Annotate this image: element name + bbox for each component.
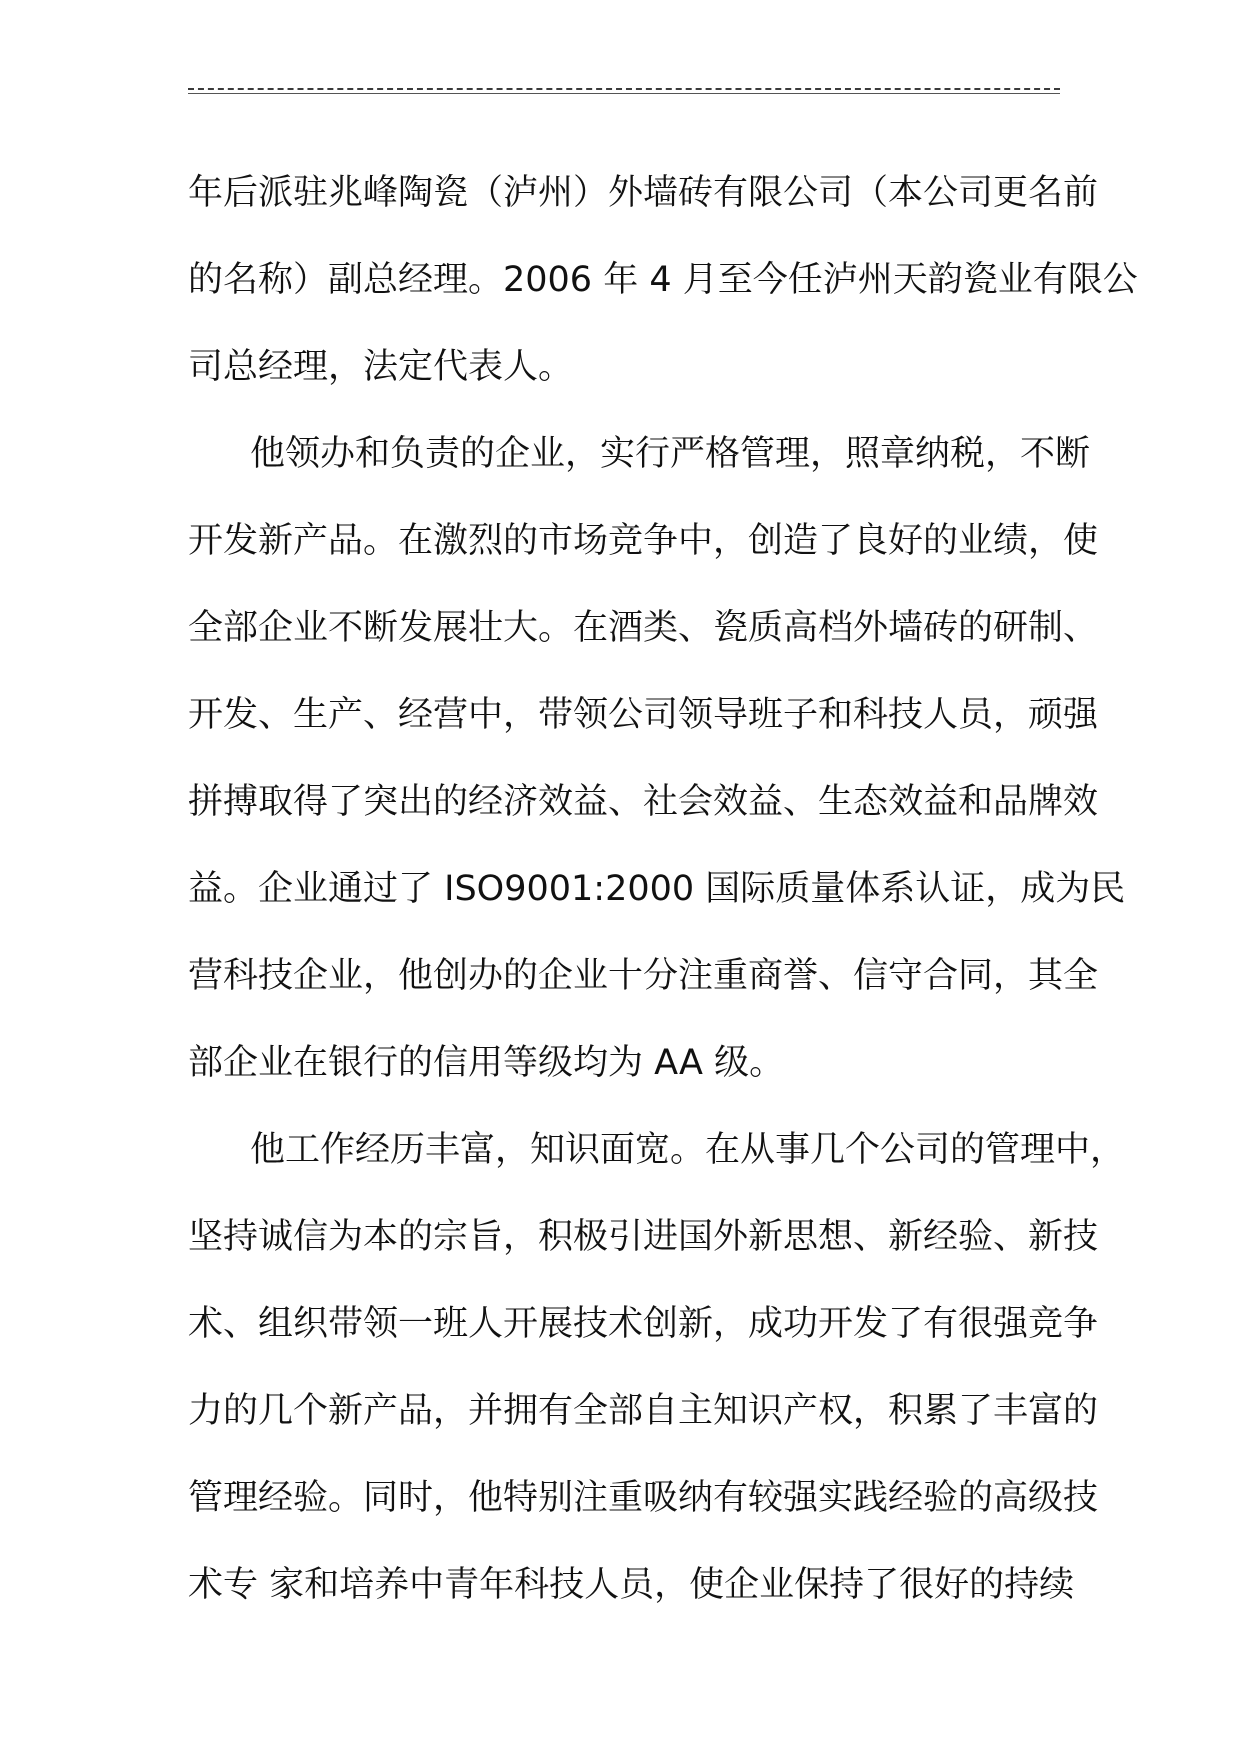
paragraph-first-line: 他工作经历丰富，知识面宽。在从事几个公司的管理中， bbox=[250, 1130, 1126, 1170]
text-line: 营科技企业，他创办的企业十分注重商誉、信守合同，其全 bbox=[188, 956, 1099, 996]
header-dashed-rule bbox=[188, 88, 1060, 90]
text-line: 术专 家和培养中青年科技人员，使企业保持了很好的持续 bbox=[188, 1565, 1075, 1605]
text-line: 术、组织带领一班人开展技术创新，成功开发了有很强竞争 bbox=[188, 1304, 1099, 1344]
document-body bbox=[188, 163, 1138, 1642]
text-line: 的名称）副总经理。2006 年 4 月至今任泸州天韵瓷业有限公 bbox=[188, 260, 1138, 300]
header-solid-rule bbox=[188, 93, 1060, 94]
text-line: 年后派驻兆峰陶瓷（泸州）外墙砖有限公司（本公司更名前 bbox=[188, 173, 1099, 213]
text-line: 益。企业通过了 ISO9001:2000 国际质量体系认证，成为民 bbox=[188, 869, 1126, 909]
text-line: 坚持诚信为本的宗旨，积极引进国外新思想、新经验、新技 bbox=[188, 1217, 1099, 1257]
text-line: 部企业在银行的信用等级均为 AA 级。 bbox=[188, 1043, 785, 1083]
text-line: 开发新产品。在激烈的市场竞争中，创造了良好的业绩，使 bbox=[188, 521, 1099, 561]
text-line: 管理经验。同时，他特别注重吸纳有较强实践经验的高级技 bbox=[188, 1478, 1099, 1518]
text-line: 司总经理，法定代表人。 bbox=[188, 347, 574, 387]
text-line: 开发、生产、经营中，带领公司领导班子和科技人员，顽强 bbox=[188, 695, 1099, 735]
paragraph-first-line: 他领办和负责的企业，实行严格管理，照章纳税，不断 bbox=[250, 434, 1091, 474]
text-line: 全部企业不断发展壮大。在酒类、瓷质高档外墙砖的研制、 bbox=[188, 608, 1099, 648]
text-line: 拼搏取得了突出的经济效益、社会效益、生态效益和品牌效 bbox=[188, 782, 1099, 822]
text-line: 力的几个新产品，并拥有全部自主知识产权，积累了丰富的 bbox=[188, 1391, 1099, 1431]
